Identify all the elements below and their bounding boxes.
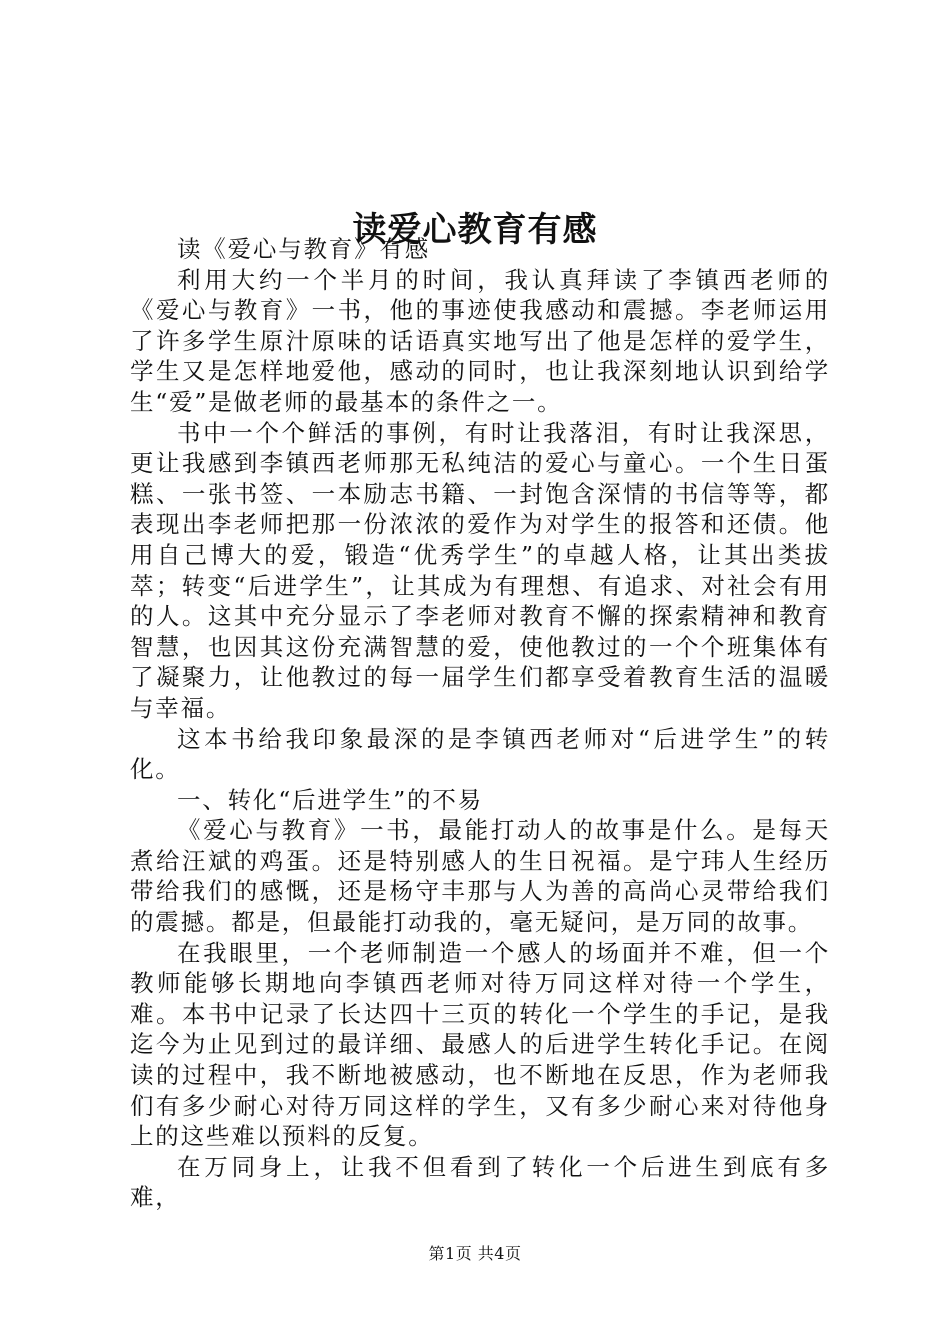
page-number-footer: 第1页 共4页 [428,1244,522,1263]
document-body [130,234,830,1213]
section-heading: 一、转化“后进学生”的不易 [177,785,483,814]
paragraph-subtitle: 读《爱心与教育》有感 [177,235,430,263]
paragraph: 在我眼里，一个老师制造一个感人的场面并不难，但一个教师能够长期地向李镇西老师对待万同这样对待一个学生，难。本书中记录了长达四十三页的转化一个学生的手记，是我迄今为止见到过的最详细、最感人的后进学生转化手记。在阅读的过程中，我不断地被感动，也不断地在反思，作为老师我们有多少耐心对待万同这样的学生，又有多少耐心来对待他身上的这些难以预料的反复。 [130,938,830,1151]
document-title: 读爱心教育有感 [352,209,598,250]
paragraph: 书中一个个鲜活的事例，有时让我落泪，有时让我深思，更让我感到李镇西老师那无私纯洁的爱心与童心。一个生日蛋糕、一张书签、一本励志书籍、一封饱含深情的书信等等，都表现出李老师把那一份浓浓的爱作为对学生的报答和还债。他用自己博大的爱，锻造“优秀学生”的卓越人格，让其出类拔萃；转变“后进学生”，让其成为有理想、有追求、对社会有用的人。这其中充分显示了李老师对教育不懈的探索精神和教育智慧，也因其这份充满智慧的爱，使他教过的一个个班集体有了凝聚力，让他教过的每一届学生们都享受着教育生活的温暖与幸福。 [130,418,830,722]
paragraph: 利用大约一个半月的时间，我认真拜读了李镇西老师的《爱心与教育》一书，他的事迹使我感动和震撼。李老师运用了许多学生原汁原味的话语真实地写出了他是怎样的爱学生，学生又是怎样地爱他，感动的同时，也让我深刻地认识到给学生“爱”是做老师的最基本的条件之一。 [130,265,830,416]
paragraph: 《爱心与教育》一书，最能打动人的故事是什么。是每天煮给汪斌的鸡蛋。还是特别感人的生日祝福。是宁玮人生经历带给我们的感慨，还是杨守丰那与人为善的高尚心灵带给我们的震撼。都是，但最能打动我的，毫无疑问，是万同的故事。 [130,816,830,937]
paragraph: 在万同身上，让我不但看到了转化一个后进生到底有多难， [130,1152,830,1212]
paragraph: 这本书给我印象最深的是李镇西老师对“后进学生”的转化。 [130,724,830,784]
